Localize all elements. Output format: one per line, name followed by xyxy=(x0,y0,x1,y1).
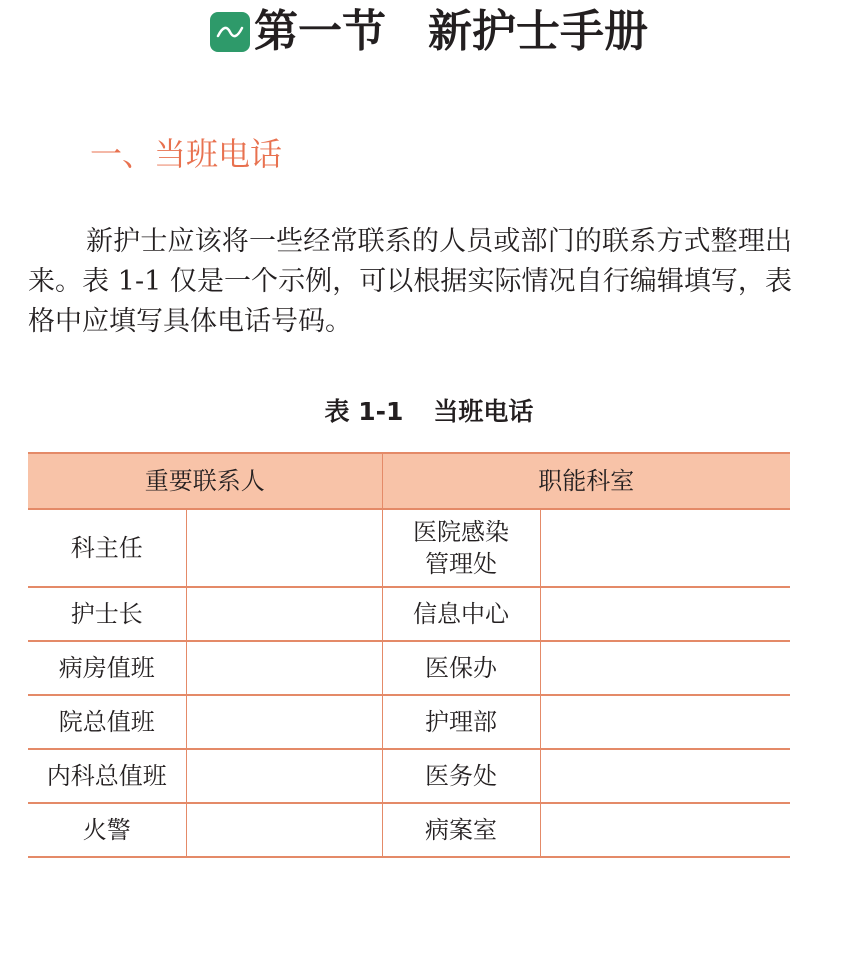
department-phone-cell[interactable] xyxy=(540,695,790,749)
department-phone-cell[interactable] xyxy=(540,749,790,803)
chapter-prefix: 第一节 xyxy=(254,6,386,57)
department-phone-cell[interactable] xyxy=(540,509,790,587)
contact-name-cell: 护士长 xyxy=(28,587,186,641)
table-row xyxy=(28,509,790,587)
contact-phone-cell[interactable] xyxy=(186,749,382,803)
department-phone-cell[interactable] xyxy=(540,587,790,641)
table-row xyxy=(28,587,790,641)
contact-phone-cell[interactable] xyxy=(186,803,382,857)
contact-name-cell: 科主任 xyxy=(28,509,186,587)
section-heading: 一、当班电话 xyxy=(90,135,283,173)
table-row xyxy=(28,749,790,803)
contact-name-cell: 内科总值班 xyxy=(28,749,186,803)
contact-table xyxy=(28,452,790,858)
chapter-title: 新护士手册 xyxy=(428,6,648,57)
contact-name-cell: 病房值班 xyxy=(28,641,186,695)
contact-phone-cell[interactable] xyxy=(186,641,382,695)
header-departments: 职能科室 xyxy=(382,453,790,509)
contact-name-cell: 火警 xyxy=(28,803,186,857)
intro-paragraph: 新护士应该将一些经常联系的人员或部门的联系方式整理出来。表 1-1 仅是一个示例，可以根据实际情况自行编辑填写，表格中应填写具体电话号码。 xyxy=(28,226,792,337)
table-caption xyxy=(0,394,858,430)
department-name-cell: 护理部 xyxy=(382,695,540,749)
department-name-cell: 信息中心 xyxy=(382,587,540,641)
table-caption-number: 表 1-1 xyxy=(324,397,404,426)
chapter-heading xyxy=(0,4,858,60)
contact-name-cell: 院总值班 xyxy=(28,695,186,749)
header-important-contacts: 重要联系人 xyxy=(28,453,382,509)
table-row xyxy=(28,695,790,749)
contact-phone-cell[interactable] xyxy=(186,587,382,641)
table-row xyxy=(28,803,790,857)
department-name-cell: 医保办 xyxy=(382,641,540,695)
table-header-row xyxy=(28,453,790,509)
wave-icon xyxy=(210,12,250,52)
table-row xyxy=(28,641,790,695)
department-phone-cell[interactable] xyxy=(540,641,790,695)
contact-phone-cell[interactable] xyxy=(186,509,382,587)
contact-phone-cell[interactable] xyxy=(186,695,382,749)
department-name-cell: 医院感染 管理处 xyxy=(382,509,540,587)
table-caption-title: 当班电话 xyxy=(433,397,534,426)
department-phone-cell[interactable] xyxy=(540,803,790,857)
department-name-cell: 医务处 xyxy=(382,749,540,803)
department-name-cell: 病案室 xyxy=(382,803,540,857)
